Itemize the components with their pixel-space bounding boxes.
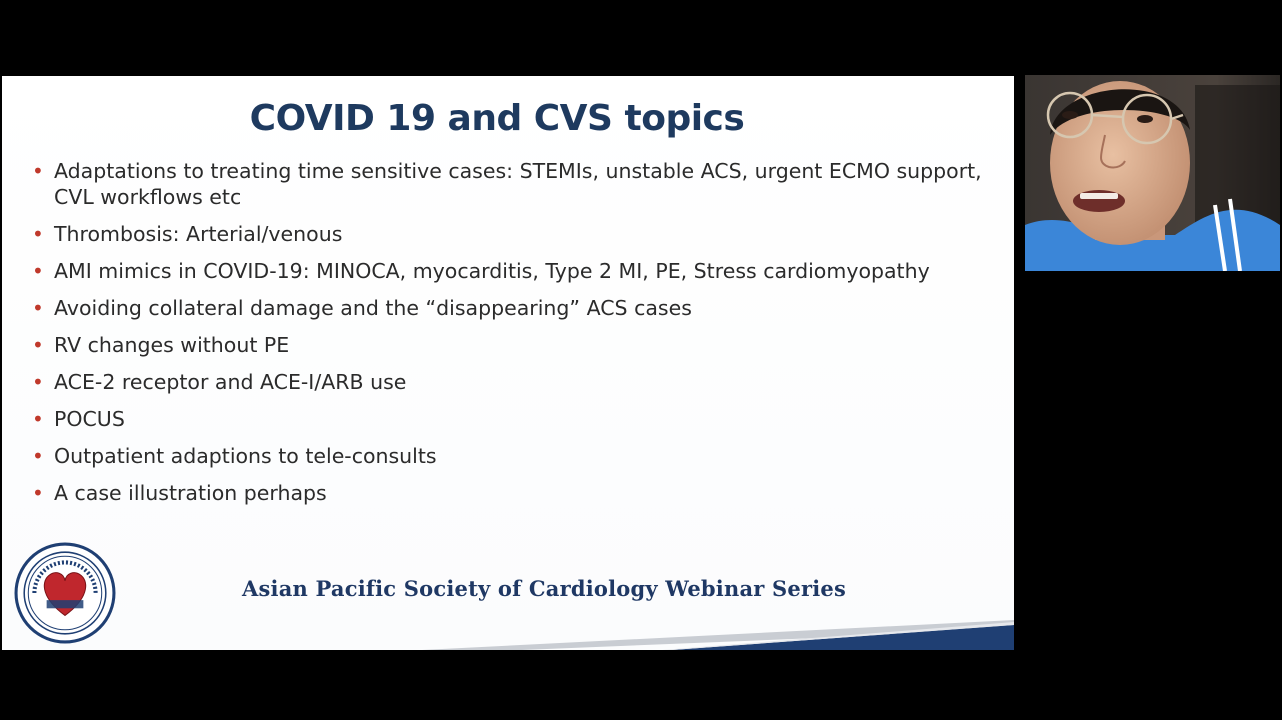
presenter-webcam [1025, 75, 1280, 271]
bullet-item: • Outpatient adaptions to tele-consults [32, 443, 992, 469]
bullet-item: • ACE-2 receptor and ACE-I/ARB use [32, 369, 992, 395]
bullet-item: • POCUS [32, 406, 992, 432]
bullet-item: • Avoiding collateral damage and the “disappearing” ACS cases [32, 295, 992, 321]
bullet-item: • A case illustration perhaps [32, 480, 992, 506]
slide-title: COVID 19 and CVS topics [249, 98, 745, 139]
bullet-list [32, 158, 992, 517]
bullet-item: • AMI mimics in COVID-19: MINOCA, myocarditis, Type 2 MI, PE, Stress cardiomyopathy [32, 258, 992, 284]
footer-decoration-band [2, 600, 1014, 650]
bullet-item: • Adaptations to treating time sensitive cases: STEMIs, unstable ACS, urgent ECMO support, CVL workflows etc [32, 158, 992, 210]
presenter-video-icon [1025, 75, 1280, 271]
webinar-series-footer: Asian Pacific Society of Cardiology Webinar Series [242, 576, 846, 601]
presentation-slide [2, 76, 1014, 650]
bullet-item: • Thrombosis: Arterial/venous [32, 221, 992, 247]
bullet-item: • RV changes without PE [32, 332, 992, 358]
